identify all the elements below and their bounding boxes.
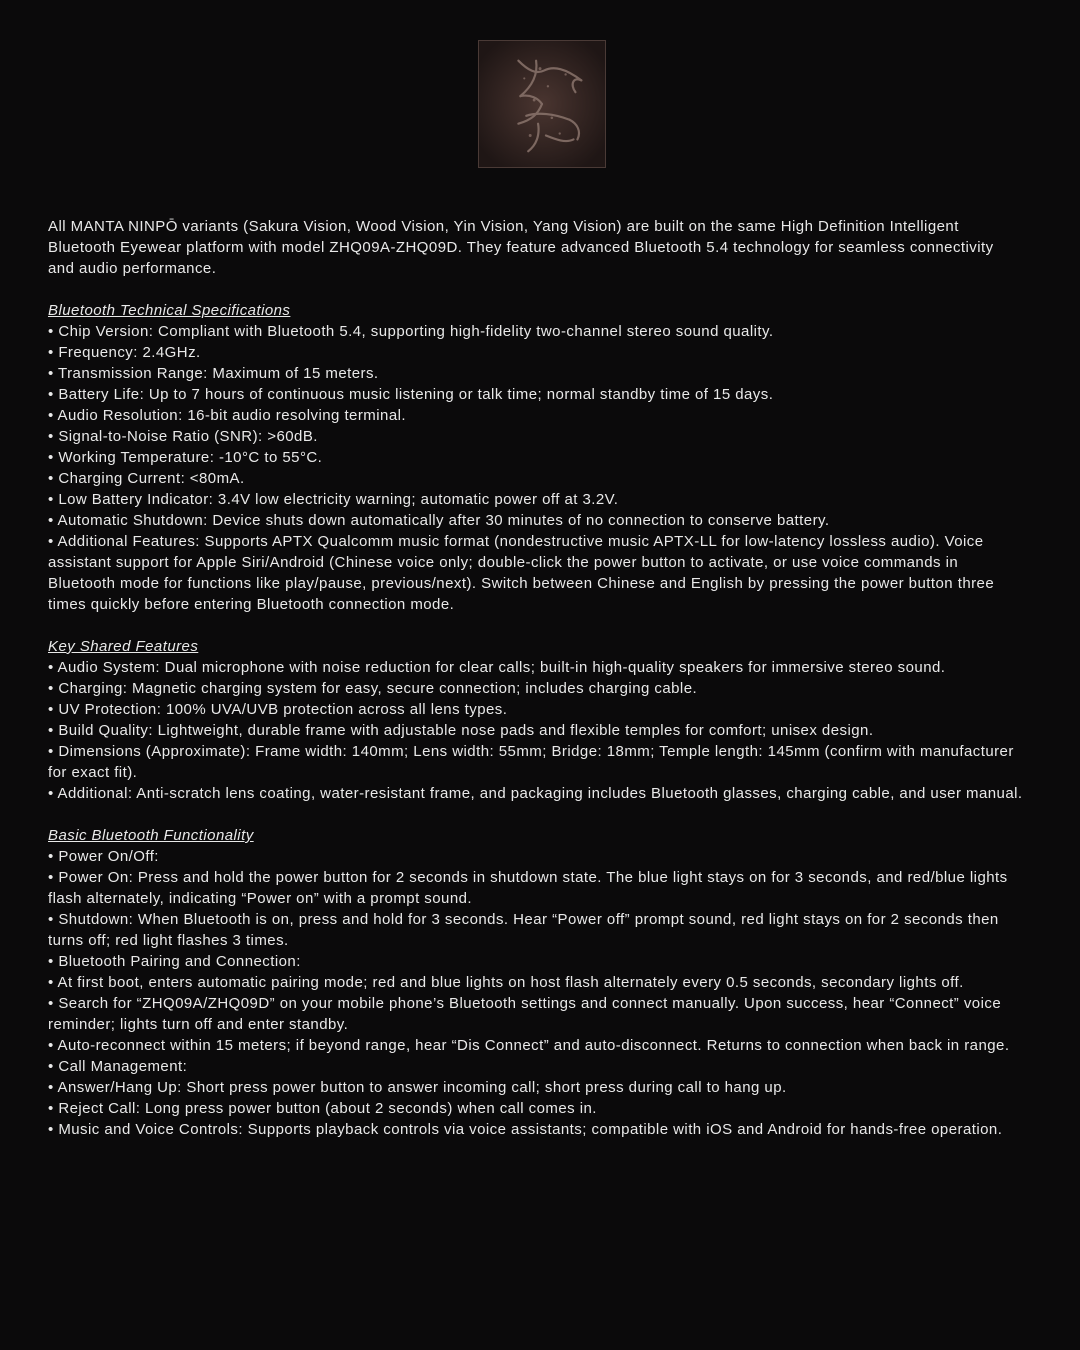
list-item: • Additional Features: Supports APTX Qualcomm music format (nondestructive music APTX-LL for low-latency lossless audio). Voice assistant support for Apple Siri/Android (Chinese voice only; double-click the power button to activate, or use voice commands in Bluetooth mode for functions like play/pause, previous/next). Switch between Chinese and English by pressing the power button three times quickly before entering Bluetooth connection mode. [48,533,995,613]
manta-ninpo-emblem-icon [479,41,605,167]
list-item: • Search for “ZHQ09A/ZHQ09D” on your mobile phone’s Bluetooth settings and connect manually. Upon success, hear “Connect” voice reminder; lights turn off and enter standby. [48,995,1002,1033]
list-item: • Music and Voice Controls: Supports playback controls via voice assistants; compatible with iOS and Android for hands-free operation. [48,1121,1003,1138]
list-item: • Additional: Anti-scratch lens coating, water-resistant frame, and packaging includes Bluetooth glasses, charging cable, and user manual. [48,785,1023,802]
intro-paragraph: All MANTA NINPŌ variants (Sakura Vision, Wood Vision, Yin Vision, Yang Vision) are built on the same High Definition Intelligent Bluetooth Eyewear platform with model ZHQ09A-ZHQ09D. They feature advanced Bluetooth 5.4 technology for seamless connectivity and audio performance. [48,218,994,277]
list-item: • Working Temperature: -10°C to 55°C. [48,449,323,466]
section-heading: Bluetooth Technical Specifications [48,302,291,319]
list-item: • Charging Current: <80mA. [48,470,245,487]
list-item: • Build Quality: Lightweight, durable frame with adjustable nose pads and flexible temples for comfort; unisex design. [48,722,874,739]
list-item: • Auto-reconnect within 15 meters; if beyond range, hear “Dis Connect” and auto-disconnect. Returns to connection when back in range. [48,1037,1010,1054]
list-item: • Dimensions (Approximate): Frame width: 140mm; Lens width: 55mm; Bridge: 18mm; Temple length: 145mm (confirm with manufacturer for exact fit). [48,743,1014,781]
list-item: • Chip Version: Compliant with Bluetooth 5.4, supporting high-fidelity two-channel stereo sound quality. [48,323,774,340]
list-item: • Automatic Shutdown: Device shuts down automatically after 30 minutes of no connection to conserve battery. [48,512,830,529]
list-item: • Charging: Magnetic charging system for easy, secure connection; includes charging cable. [48,680,698,697]
list-item: • Audio System: Dual microphone with noise reduction for clear calls; built-in high-quality speakers for immersive stereo sound. [48,659,946,676]
section-basic-functionality [48,825,1023,1140]
list-item: • Reject Call: Long press power button (about 2 seconds) when call comes in. [48,1100,597,1117]
list-item: • Audio Resolution: 16-bit audio resolving terminal. [48,407,407,424]
section-heading: Basic Bluetooth Functionality [48,827,254,844]
list-item: • Signal-to-Noise Ratio (SNR): >60dB. [48,428,318,445]
list-item: • At first boot, enters automatic pairing mode; red and blue lights on host flash alternately every 0.5 seconds, secondary lights off. [48,974,964,991]
section-key-features [48,636,1023,804]
list-item: • Battery Life: Up to 7 hours of continuous music listening or talk time; normal standby time of 15 days. [48,386,774,403]
section-bluetooth-specs [48,300,1023,615]
section-heading: Key Shared Features [48,638,199,655]
list-item: • Power On: Press and hold the power button for 2 seconds in shutdown state. The blue light stays on for 3 seconds, and red/blue lights flash alternately, indicating “Power on” with a prompt sound. [48,869,1008,907]
brand-logo [478,40,606,168]
list-item: • Call Management: [48,1058,188,1075]
list-item: • Bluetooth Pairing and Connection: [48,953,301,970]
list-item: • UV Protection: 100% UVA/UVB protection across all lens types. [48,701,508,718]
list-item: • Transmission Range: Maximum of 15 meters. [48,365,379,382]
list-item: • Shutdown: When Bluetooth is on, press and hold for 3 seconds. Hear “Power off” prompt sound, red light stays on for 2 seconds then turns off; red light flashes 3 times. [48,911,999,949]
list-item: • Frequency: 2.4GHz. [48,344,201,361]
document-body [48,216,1023,1140]
list-item: • Power On/Off: [48,848,159,865]
list-item: • Answer/Hang Up: Short press power button to answer incoming call; short press during call to hang up. [48,1079,787,1096]
list-item: • Low Battery Indicator: 3.4V low electricity warning; automatic power off at 3.2V. [48,491,619,508]
